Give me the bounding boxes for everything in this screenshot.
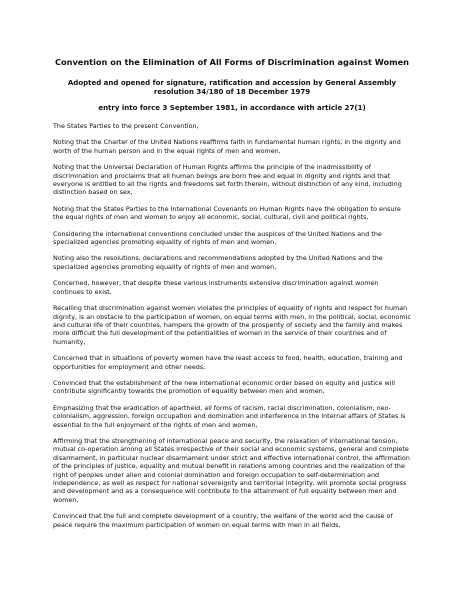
preamble-paragraph: Considering the international conventions concluded under the auspices of the United Nations and the specialized agencies promoting equality of rights of men and women,: [53, 229, 382, 247]
subtitle-line: Adopted and opened for signature, ratification and accession by General Assembly: [67, 79, 397, 87]
preamble-paragraph: Noting that the Universal Declaration of Human Rights affirms the principle of the inadmissibility of discrimination and proclaims that all human beings are born free and equal in dignity and rights and that everyone is entitled to all the rights and freedoms set forth therein, without distinction of any kind, including distinction based on sex,: [53, 163, 402, 197]
preamble-paragraph: Affirming that the strengthening of international peace and security, the relaxation of international tension, mutual co-operation among all States irrespective of their social and economic systems, general and complete disarmament, in particular nuclear disarmament under strict and effective international control, the affirmation of the principles of justice, equality and mutual benefit in relations among countries and the realization of the right of peoples under alien and colonial domination and foreign occupation to self-determination and independence, as well as respect for national sovereignty and territorial integrity, will promote social progress and development and as a consequence will contribute to the attainment of full equality between men and women,: [53, 436, 410, 504]
preamble-paragraph: Noting that the Charter of the United Nations reaffirms faith in fundamental human rights, in the dignity and worth of the human person and in the equal rights of men and women,: [53, 138, 401, 155]
subtitle-line: resolution 34/180 of 18 December 1979: [153, 88, 311, 96]
preamble-paragraph: Convinced that the full and complete development of a country, the welfare of the world and the cause of peace require the maximum participation of women on equal terms with men in all fields,: [53, 512, 393, 529]
preamble-paragraph: Concerned that in situations of poverty women have the least access to food, health, education, training and opportunities for employment and other needs,: [53, 354, 403, 371]
document-subtitle: [53, 79, 411, 97]
preamble-paragraph: Recalling that discrimination against women violates the principles of equality of rights and respect for human dignity, is an obstacle to the participation of women, on equal terms with men, in the political, social, economic and cultural life of their countries, hampers the growth of the prosperity of society and the family and makes more difficult the full development of the potentialities of women in the service of their countries and of humanity,: [53, 304, 411, 346]
preamble-paragraph: Concerned, however, that despite these various instruments extensive discrimination against women continues to exist,: [53, 279, 379, 296]
preamble-paragraph: The States Parties to the present Convention,: [53, 122, 199, 130]
preamble-paragraph: Noting also the resolutions, declarations and recommendations adopted by the United Nations and the specialized agencies promoting equality of rights of men and women,: [53, 254, 383, 271]
entry-into-force: entry into force 3 September 1981, in accordance with article 27(1): [98, 104, 366, 112]
document-title: Convention on the Elimination of All Forms of Discrimination against Women: [55, 57, 409, 67]
preamble-paragraph: Convinced that the establishment of the new international economic order based on equity and justice will contribute significantly towards the promotion of equality between men and women,: [53, 378, 396, 396]
preamble-paragraph: Emphasizing that the eradication of apartheid, all forms of racism, racial discrimination, colonialism, neo-colonialism, aggression, foreign occupation and domination and interference in the internal affairs of States is essential to the full enjoyment of the rights of men and women,: [53, 403, 406, 429]
preamble-paragraph: Noting that the States Parties to the International Covenants on Human Rights have the obligation to ensure the equal rights of men and women to enjoy all economic, social, cultural, civil and political rights,: [53, 204, 401, 222]
